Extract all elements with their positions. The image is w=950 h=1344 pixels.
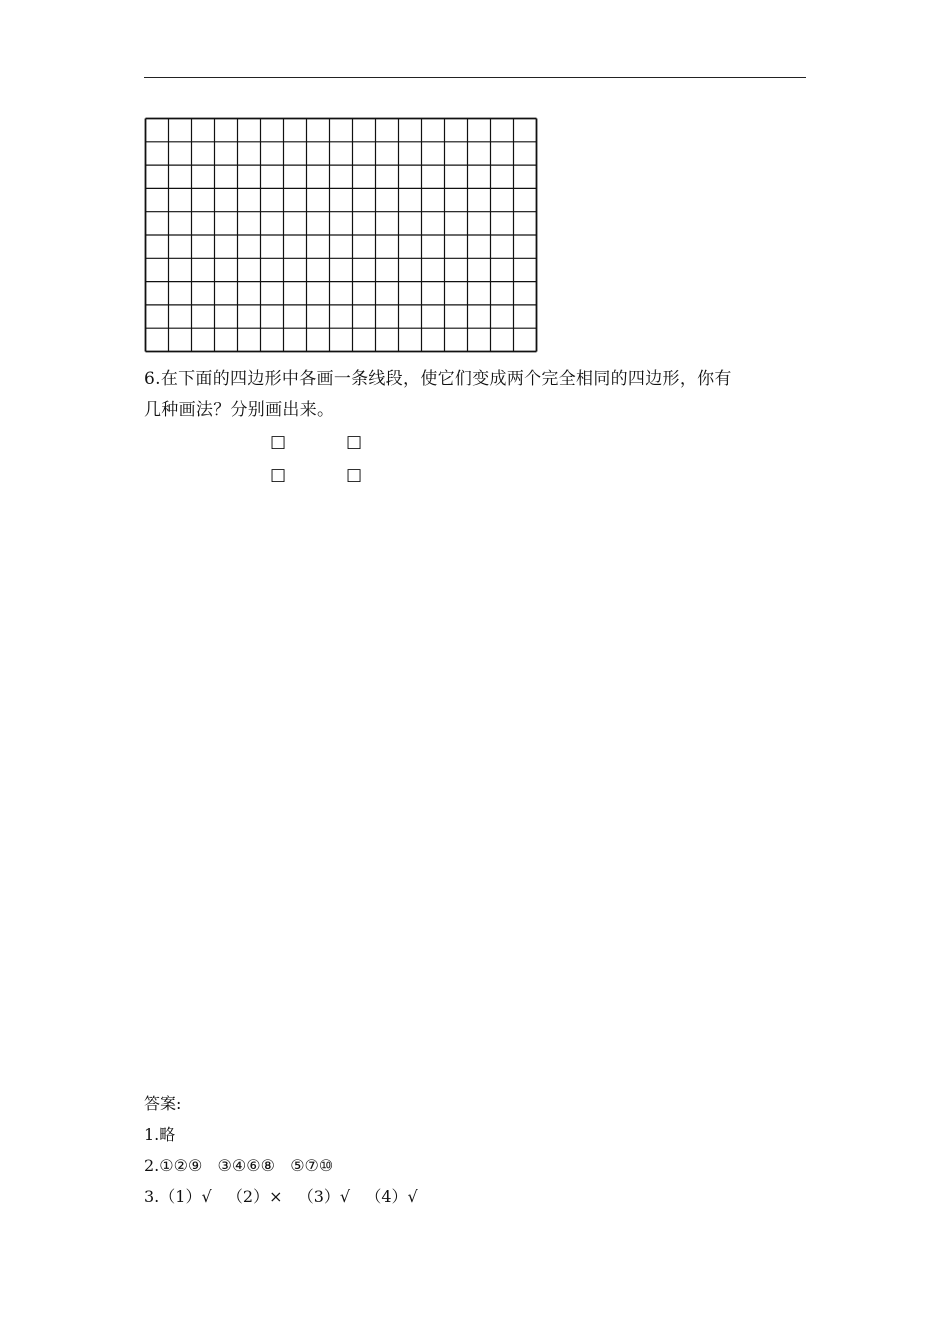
answer-item-2: 2.①②⑨ ③④⑥⑧ ⑤⑦⑩ bbox=[144, 1156, 334, 1175]
quadrilateral-2: □ bbox=[346, 432, 363, 452]
quadrilateral-4: □ bbox=[346, 465, 363, 485]
quadrilateral-3: □ bbox=[270, 465, 287, 485]
header-rule bbox=[144, 77, 806, 78]
answer-item-1: 1.略 bbox=[144, 1125, 176, 1144]
answer-item-3: 3.（1）√ （2）× （3）√ （4）√ bbox=[144, 1187, 418, 1206]
square-grid-svg bbox=[144, 117, 538, 353]
answer-section bbox=[144, 1088, 418, 1212]
question-6-line-2: 几种画法？分别画出来。 bbox=[144, 400, 335, 420]
answer-heading: 答案: bbox=[144, 1094, 182, 1113]
quadrilateral-1: □ bbox=[270, 432, 287, 452]
question-6-line-1: 6.在下面的四边形中各画一条线段，使它们变成两个完全相同的四边形，你有 bbox=[144, 369, 732, 389]
square-grid bbox=[144, 117, 538, 353]
question-6 bbox=[144, 364, 808, 426]
